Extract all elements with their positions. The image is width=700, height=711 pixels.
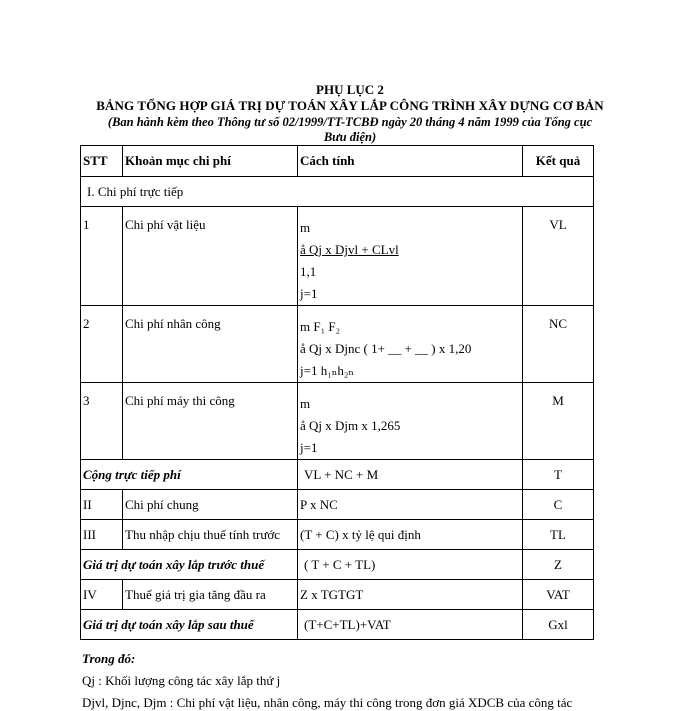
row-item: Chi phí nhân công bbox=[123, 306, 298, 383]
general-cost-result: C bbox=[523, 490, 594, 520]
document-subtitle: BẢNG TỔNG HỢP GIÁ TRỊ DỰ TOÁN XÂY LẮP CÔNG TRÌNH XÂY DỰNG CƠ BẢN bbox=[96, 98, 604, 113]
general-cost-formula: P x NC bbox=[298, 490, 523, 520]
after-tax-result: Gxl bbox=[523, 610, 594, 640]
after-tax-label: Giá trị dự toán xây lắp sau thuế bbox=[81, 610, 298, 640]
formula-line: å Qj x Djm x 1,265 bbox=[300, 418, 401, 433]
direct-total-result: T bbox=[523, 460, 594, 490]
formula-line: m bbox=[300, 396, 311, 411]
formula-line: å Qj x Djnc ( 1+ __ + __ ) x 1,20 bbox=[300, 341, 472, 356]
footnote-djvl: Djvl, Djnc, Djm : Chi phí vật liệu, nhân công, máy thi công trong đơn giá XDCB của công tác bbox=[82, 695, 573, 710]
table-row bbox=[81, 306, 594, 383]
appendix-title: PHỤ LỤC 2 bbox=[316, 82, 384, 97]
taxable-income-result: TL bbox=[523, 520, 594, 550]
row-formula bbox=[298, 207, 523, 306]
header-result: Kết quả bbox=[523, 146, 594, 177]
row-item: Chi phí vật liệu bbox=[123, 207, 298, 306]
table-row bbox=[81, 383, 594, 460]
vat-stt: IV bbox=[81, 580, 123, 610]
formula-line: m F₁ F₂ bbox=[300, 319, 341, 334]
formula-line: å Qj x Djvl + CLvl bbox=[300, 242, 399, 257]
vat-row bbox=[81, 580, 594, 610]
vat-formula: Z x TGTGT bbox=[298, 580, 523, 610]
taxable-income-label: Thu nhập chịu thuế tính trước bbox=[123, 520, 298, 550]
row-stt: 2 bbox=[81, 306, 123, 383]
direct-total-row bbox=[81, 460, 594, 490]
formula-line: j=1 h₁ₙh₂ₙ bbox=[300, 363, 355, 378]
row-result: NC bbox=[523, 306, 594, 383]
table-header-row bbox=[81, 146, 594, 177]
header-formula: Cách tính bbox=[298, 146, 523, 177]
direct-total-label: Cộng trực tiếp phí bbox=[81, 460, 298, 490]
row-result: M bbox=[523, 383, 594, 460]
taxable-income-formula: (T + C) x tỷ lệ qui định bbox=[298, 520, 523, 550]
before-tax-row bbox=[81, 550, 594, 580]
general-cost-stt: II bbox=[81, 490, 123, 520]
before-tax-result: Z bbox=[523, 550, 594, 580]
after-tax-formula: (T+C+TL)+VAT bbox=[298, 610, 523, 640]
formula-line: j=1 bbox=[300, 440, 318, 455]
issuance-note-line2: Bưu điện) bbox=[323, 130, 377, 144]
formula-line: m bbox=[300, 220, 311, 235]
issuance-note-line1: (Ban hành kèm theo Thông tư số 02/1999/TT-TCBĐ ngày 20 tháng 4 năm 1999 của Tổng cục bbox=[107, 115, 593, 129]
footnote-heading: Trong đó: bbox=[82, 651, 136, 666]
before-tax-label: Giá trị dự toán xây lắp trước thuế bbox=[81, 550, 298, 580]
taxable-income-stt: III bbox=[81, 520, 123, 550]
row-formula bbox=[298, 383, 523, 460]
formula-line: 1,1 bbox=[300, 264, 317, 279]
cost-summary-table bbox=[80, 145, 594, 640]
formula-line: j=1 bbox=[300, 286, 318, 301]
header-item: Khoản mục chi phí bbox=[123, 146, 298, 177]
table-row bbox=[81, 207, 594, 306]
issuance-note bbox=[80, 115, 620, 145]
footnote-qj: Qj : Khối lượng công tác xây lắp thứ j bbox=[82, 673, 281, 688]
section-direct-label: I. Chi phí trực tiếp bbox=[81, 177, 594, 207]
row-stt: 1 bbox=[81, 207, 123, 306]
row-formula bbox=[298, 306, 523, 383]
direct-total-formula: VL + NC + M bbox=[298, 460, 523, 490]
row-item: Chi phí máy thi công bbox=[123, 383, 298, 460]
taxable-income-row bbox=[81, 520, 594, 550]
general-cost-row bbox=[81, 490, 594, 520]
header-stt: STT bbox=[81, 146, 123, 177]
general-cost-label: Chi phí chung bbox=[123, 490, 298, 520]
row-result: VL bbox=[523, 207, 594, 306]
row-stt: 3 bbox=[81, 383, 123, 460]
after-tax-row bbox=[81, 610, 594, 640]
section-direct-row bbox=[81, 177, 594, 207]
vat-result: VAT bbox=[523, 580, 594, 610]
vat-label: Thuế giá trị gia tăng đầu ra bbox=[123, 580, 298, 610]
before-tax-formula: ( T + C + TL) bbox=[298, 550, 523, 580]
